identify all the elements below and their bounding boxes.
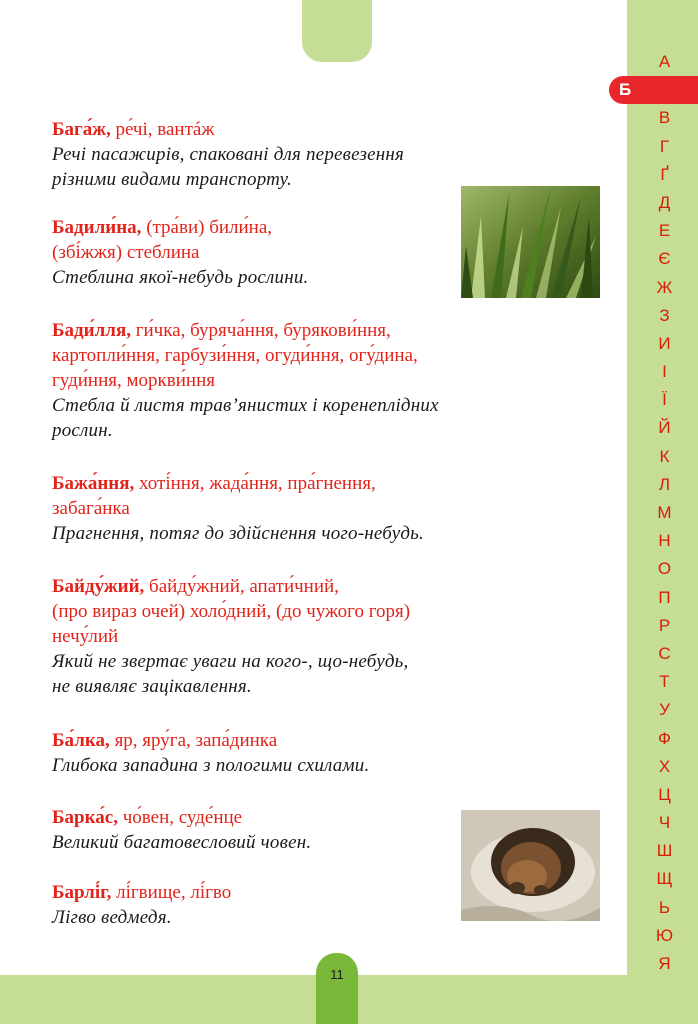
alphabet-letter[interactable]: Ц bbox=[658, 784, 671, 804]
entry-definition: Лігво ведмедя. bbox=[52, 907, 172, 928]
alphabet-letter[interactable]: И bbox=[658, 333, 671, 353]
entry-terms: Байду́жий, байду́жний, апати́чний, (про вираз очей) холо́дний, (до чужого горя) нечу́лий bbox=[52, 576, 411, 647]
alphabet-letter[interactable]: Т bbox=[659, 672, 670, 692]
alphabet-letter[interactable]: В bbox=[658, 108, 671, 128]
entry-balka bbox=[52, 728, 612, 778]
alphabet-letter[interactable]: Ж bbox=[656, 277, 673, 297]
alphabet-letter[interactable]: У bbox=[659, 700, 670, 720]
entry-terms: Барка́с, чо́вен, суде́нце bbox=[52, 807, 243, 828]
grass-photo bbox=[461, 186, 600, 298]
page-number: 11 bbox=[330, 967, 344, 982]
alphabet-letter[interactable]: Д bbox=[658, 192, 671, 212]
entry-terms: Бага́ж, ре́чі, вантáж bbox=[52, 119, 215, 140]
alphabet-letter[interactable]: О bbox=[657, 559, 672, 579]
alphabet-letter[interactable]: Ґ bbox=[660, 164, 669, 184]
top-tab-decoration bbox=[302, 0, 372, 62]
bear-den-photo bbox=[461, 810, 600, 921]
entry-bazhannia bbox=[52, 471, 612, 546]
alphabet-letter[interactable]: Ф bbox=[658, 728, 671, 748]
alphabet-letter[interactable]: Щ bbox=[656, 869, 673, 889]
alphabet-letter[interactable]: Е bbox=[658, 221, 671, 241]
entry-terms: Бади́лля, ги́чка, буряча́ння, бурякови́ння, картопли́ння, гарбузи́ння, огуди́ння, огу́дина, гуди́ння, моркви́ння bbox=[52, 320, 418, 391]
entry-definition: Речі пасажирів, спаковані для перевезення різними видами транспорту. bbox=[52, 144, 405, 190]
entry-bagazh bbox=[52, 117, 612, 192]
entry-terms: Бажа́ння, хоті́ння, жада́ння, пра́гнення, забага́нка bbox=[52, 473, 376, 519]
entry-definition: Глибока западина з пологими схилами. bbox=[52, 755, 370, 776]
entry-definition: Стебла й листя трав’янистих і коренеплідних рослин. bbox=[52, 395, 439, 441]
entry-definition: Який не звертає уваги на кого-, що-небудь, не виявляє зацікавлення. bbox=[52, 651, 409, 697]
entry-terms: Бадили́на, (тра́ви) били́на, (збі́жжя) стеблина bbox=[52, 217, 273, 263]
alphabet-letter[interactable]: Л bbox=[658, 474, 671, 494]
alphabet-letter[interactable]: Г bbox=[659, 136, 670, 156]
alphabet-letter[interactable]: П bbox=[658, 587, 671, 607]
alphabet-letter[interactable]: Ш bbox=[656, 841, 673, 861]
entry-definition: Прагнення, потяг до здійснення чого-небудь. bbox=[52, 523, 424, 544]
alphabet-letter[interactable]: Н bbox=[658, 531, 671, 551]
entry-terms: Барлі́г, лі́гвище, лі́гво bbox=[52, 882, 232, 903]
alphabet-letter[interactable]: З bbox=[659, 305, 670, 325]
alphabet-letter[interactable]: С bbox=[658, 643, 671, 663]
alphabet-letter[interactable]: А bbox=[658, 52, 671, 71]
alphabet-letter[interactable]: Ч bbox=[658, 813, 671, 833]
entry-terms: Ба́лка, яр, яру́га, запа́динка bbox=[52, 730, 278, 751]
alphabet-index bbox=[619, 48, 698, 978]
alphabet-letter[interactable]: Б bbox=[609, 76, 698, 104]
entry-baiduzhyi bbox=[52, 574, 612, 699]
alphabet-letter[interactable]: Ї bbox=[662, 390, 667, 410]
alphabet-letter[interactable]: Ю bbox=[655, 925, 674, 945]
alphabet-letter[interactable]: Х bbox=[658, 756, 671, 776]
alphabet-letter[interactable]: Й bbox=[658, 418, 671, 438]
entry-badyllia bbox=[52, 318, 612, 443]
alphabet-letter[interactable]: Я bbox=[658, 954, 671, 973]
entry-definition: Великий багатовесловий човен. bbox=[52, 832, 312, 853]
alphabet-letter[interactable]: Є bbox=[658, 249, 671, 269]
alphabet-letter[interactable]: К bbox=[659, 446, 670, 466]
alphabet-letter[interactable]: Ь bbox=[658, 897, 671, 917]
page-number-tab bbox=[316, 953, 358, 1024]
alphabet-letter[interactable]: М bbox=[657, 503, 672, 522]
alphabet-letter[interactable]: Р bbox=[658, 615, 671, 635]
entry-definition: Стеблина якої-небудь рослини. bbox=[52, 267, 309, 288]
alphabet-letter[interactable]: І bbox=[662, 362, 667, 382]
